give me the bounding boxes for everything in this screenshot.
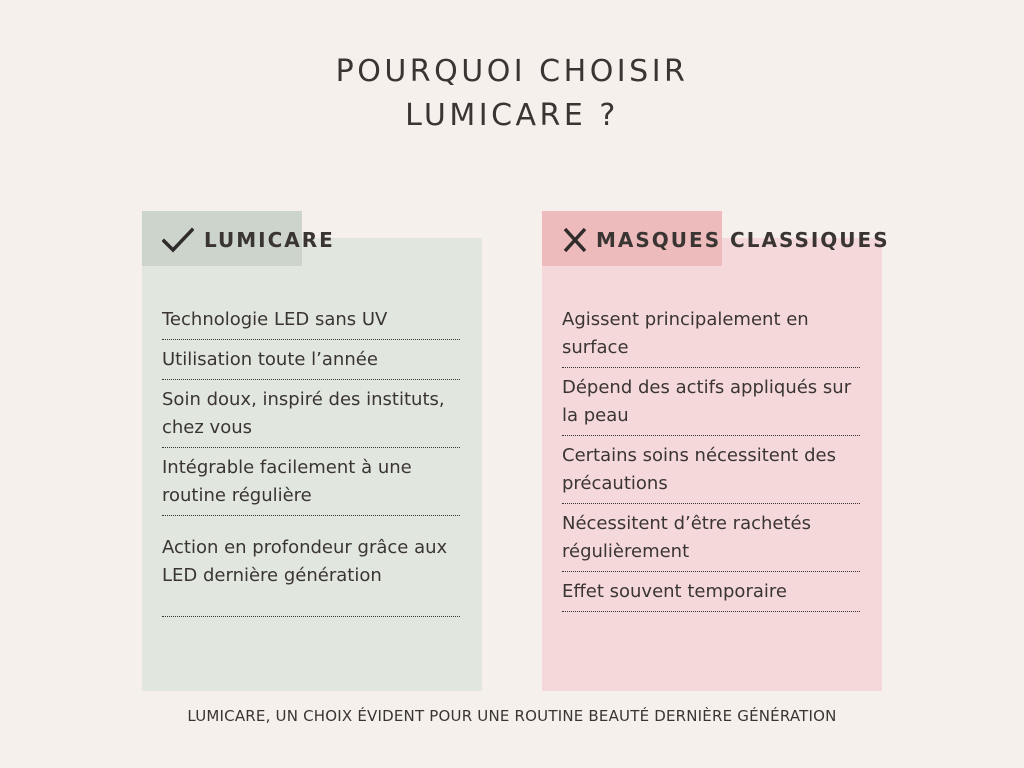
list-item: Certains soins nécessitent des précautions bbox=[562, 436, 860, 504]
list-item: Nécessitent d’être rachetés régulièrement bbox=[562, 504, 860, 572]
list-item: Effet souvent temporaire bbox=[562, 572, 860, 612]
lumicare-header bbox=[162, 224, 335, 256]
list-item: Soin doux, inspiré des instituts, chez vous bbox=[162, 380, 460, 448]
lumicare-benefits-list bbox=[162, 300, 460, 617]
classic-masks-list bbox=[562, 300, 860, 612]
classic-masks-header-label: MASQUES CLASSIQUES bbox=[596, 228, 890, 252]
page-title-line-1: POURQUOI CHOISIR bbox=[335, 54, 689, 89]
list-item: Utilisation toute l’année bbox=[162, 340, 460, 380]
list-item: Agissent principalement en surface bbox=[562, 300, 860, 368]
list-item: Intégrable facilement à une routine régulière bbox=[162, 448, 460, 516]
page-title-line-2: LUMICARE ? bbox=[405, 98, 619, 133]
cross-icon bbox=[562, 224, 594, 256]
check-icon bbox=[162, 224, 194, 256]
lumicare-header-label: LUMICARE bbox=[204, 228, 335, 252]
list-item: Technologie LED sans UV bbox=[162, 300, 460, 340]
page-title bbox=[0, 50, 1024, 138]
footer-tagline: LUMICARE, UN CHOIX ÉVIDENT POUR UNE ROUTINE BEAUTÉ DERNIÈRE GÉNÉRATION bbox=[187, 707, 837, 725]
list-item: Action en profondeur grâce aux LED dernière génération bbox=[162, 516, 460, 617]
list-item: Dépend des actifs appliqués sur la peau bbox=[562, 368, 860, 436]
classic-masks-header bbox=[562, 224, 890, 256]
